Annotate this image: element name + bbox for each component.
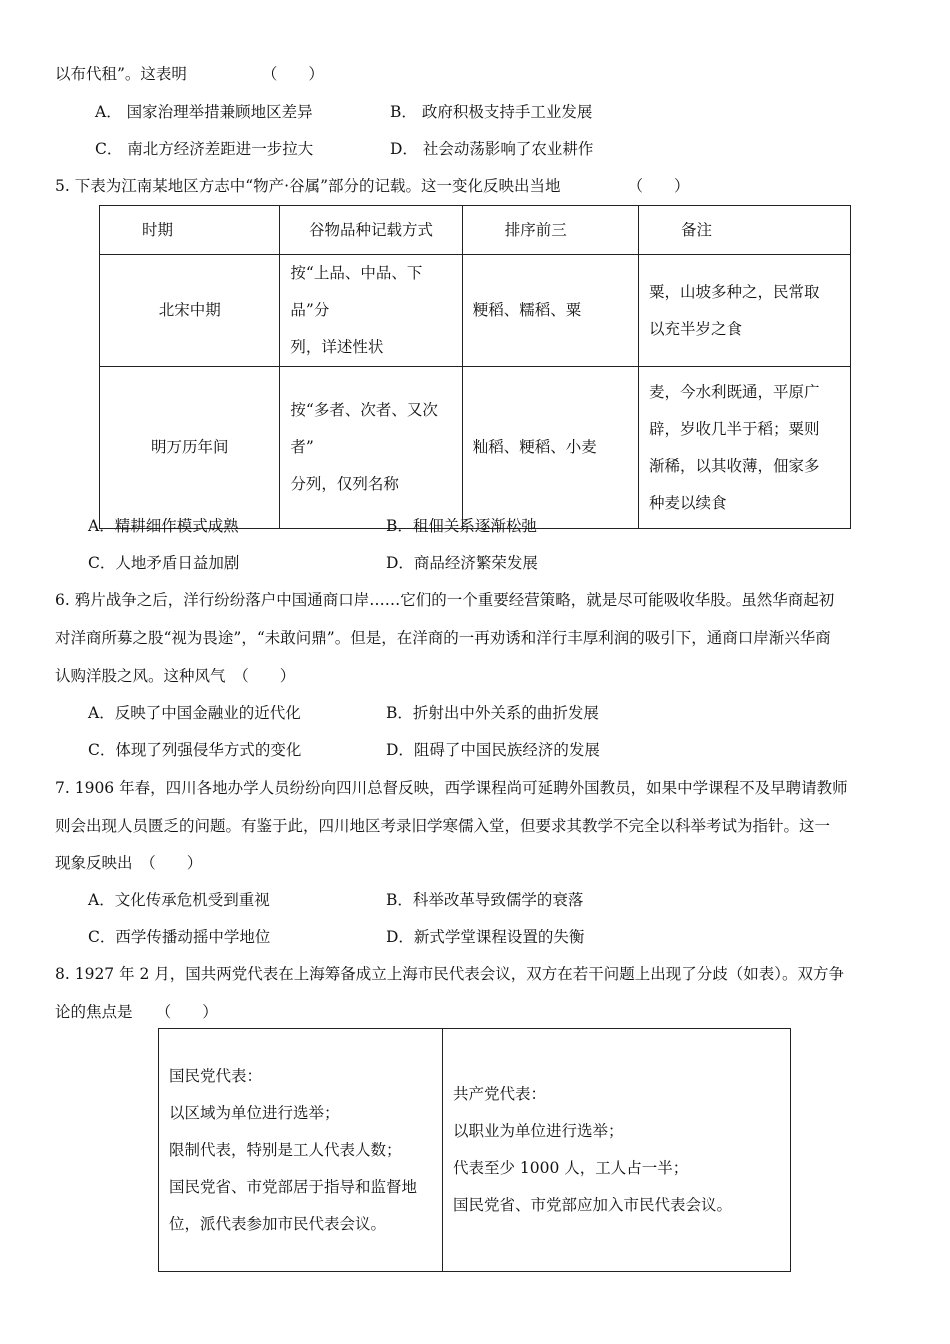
q8-table-row — [159, 1029, 791, 1272]
q6-option-c[interactable]: C．体现了列强侵华方式的变化 — [88, 741, 302, 759]
q8-kmt-line: 以区域为单位进行选举； — [169, 1103, 340, 1122]
q5-header-period: 时期 — [100, 206, 280, 255]
q5-cell-note — [638, 367, 850, 529]
q6-stem-line: 对洋商所募之股“视为畏途”，“未敢问鼎”。但是，在洋商的一再劝诱和洋行丰厚利润的吸引下，通商口岸渐兴华商 — [55, 629, 831, 647]
q5-cell-top3: 粳稻、糯稻、粟 — [462, 255, 638, 367]
q4-option-b[interactable]: B． 政府积极支持手工业发展 — [390, 103, 593, 121]
q8-cell-kmt — [159, 1029, 443, 1272]
q8-ccp-line: 共产党代表： — [453, 1085, 547, 1103]
q5-cell-note-line: 麦，今水利既通，平原广 — [648, 382, 820, 401]
q8-kmt-line: 位，派代表参加市民代表会议。 — [169, 1214, 387, 1233]
q5-table-row — [100, 255, 851, 367]
q4-stem-end — [55, 62, 324, 84]
q7-stem-line: 现象反映出 （ ） — [55, 854, 203, 872]
q4-answer-bracket: （ ） — [261, 65, 324, 83]
q5-cell-method — [280, 367, 462, 529]
q7-option-b[interactable]: B．科举改革导致儒学的衰落 — [386, 891, 584, 909]
q8-ccp-line: 国民党省、市党部应加入市民代表会议。 — [453, 1196, 733, 1214]
q5-cell-note-line: 粟，山坡多种之，民常取 — [648, 282, 820, 301]
q5-table — [99, 205, 851, 529]
q5-cell-top3: 籼稻、粳稻、小麦 — [462, 367, 638, 529]
q4-option-c[interactable]: C． 南北方经济差距进一步拉大 — [95, 140, 314, 158]
q5-cell-note — [638, 255, 850, 367]
q5-answer-bracket: （ ） — [627, 177, 690, 195]
q6-option-d[interactable]: D．阻碍了中国民族经济的发展 — [386, 741, 600, 759]
q5-table-row — [100, 367, 851, 529]
q5-cell-method-line: 按“上品、中品、下品”分 — [290, 264, 423, 319]
q5-header-note: 备注 — [638, 206, 850, 255]
q5-cell-method-line: 按“多者、次者、又次者” — [290, 401, 438, 456]
q6-stem-line: 6. 鸦片战争之后，洋行纷纷落户中国通商口岸……它们的一个重要经营策略，就是尽可能吸收华股。虽然华商起初 — [55, 591, 835, 609]
q5-cell-note-line: 辟，岁收几半于稻；粟则 — [648, 419, 820, 438]
q7-stem-line: 则会出现人员匮乏的问题。有鉴于此，四川地区考录旧学寒儒入堂，但要求其教学不完全以科举考试为指针。这一 — [55, 817, 831, 835]
q8-kmt-line: 国民党代表： — [169, 1066, 263, 1085]
q7-option-c[interactable]: C．西学传播动摇中学地位 — [88, 928, 271, 946]
q8-stem-line: 8. 1927 年 2 月，国共两党代表在上海筹备成立上海市民代表会议，双方在若干问题上出现了分歧（如表）。双方争 — [55, 965, 845, 983]
q4-stem-text: 以布代租”。这表明 — [55, 65, 187, 83]
q8-table — [158, 1028, 791, 1272]
q5-option-d[interactable]: D．商品经济繁荣发展 — [386, 554, 538, 572]
q8-stem-line: 论的焦点是 （ ） — [55, 1003, 218, 1021]
q8-ccp-line: 以职业为单位进行选举； — [453, 1122, 624, 1140]
q4-option-d[interactable]: D． 社会动荡影响了农业耕作 — [390, 140, 594, 158]
q5-cell-note-line: 渐稀，以其收薄，佃家多 — [648, 456, 820, 475]
q5-option-b[interactable]: B．租佃关系逐渐松弛 — [386, 517, 537, 535]
q5-cell-method-line: 分列，仅列名称 — [290, 475, 399, 493]
q5-cell-period: 明万历年间 — [100, 367, 280, 529]
q5-stem-text: 5. 下表为江南某地区方志中“物产·谷属”部分的记载。这一变化反映出当地 — [55, 177, 561, 195]
q5-cell-method-line: 列，详述性状 — [290, 338, 384, 356]
q5-cell-period: 北宋中期 — [100, 255, 280, 367]
q8-cell-ccp — [443, 1029, 791, 1272]
q5-cell-method — [280, 255, 462, 367]
q7-option-d[interactable]: D．新式学堂课程设置的失衡 — [386, 928, 585, 946]
q8-kmt-line: 限制代表，特别是工人代表人数； — [169, 1140, 402, 1159]
q5-cell-note-line: 种麦以续食 — [648, 493, 727, 512]
q8-kmt-line: 国民党省、市党部居于指导和监督地 — [169, 1177, 418, 1196]
q7-option-a[interactable]: A．文化传承危机受到重视 — [88, 891, 270, 909]
q5-cell-note-line: 以充半岁之食 — [648, 319, 742, 338]
q6-option-b[interactable]: B．折射出中外关系的曲折发展 — [386, 704, 599, 722]
q5-stem — [55, 174, 689, 196]
q5-table-header-row — [100, 206, 851, 255]
q8-ccp-line: 代表至少 1000 人，工人占一半； — [453, 1159, 689, 1177]
q6-stem-line: 认购洋股之风。这种风气 （ ） — [55, 667, 296, 685]
q5-header-top3: 排序前三 — [462, 206, 638, 255]
q6-option-a[interactable]: A．反映了中国金融业的近代化 — [88, 704, 301, 722]
q5-option-c[interactable]: C．人地矛盾日益加剧 — [88, 554, 240, 572]
q4-option-a[interactable]: A． 国家治理举措兼顾地区差异 — [95, 103, 313, 121]
q5-header-method: 谷物品种记载方式 — [280, 206, 462, 255]
q5-option-a[interactable]: A．精耕细作模式成熟 — [88, 517, 239, 535]
q7-stem-line: 7. 1906 年春，四川各地办学人员纷纷向四川总督反映，西学课程尚可延聘外国教员，如果中学课程不及早聘请教师 — [55, 779, 848, 797]
